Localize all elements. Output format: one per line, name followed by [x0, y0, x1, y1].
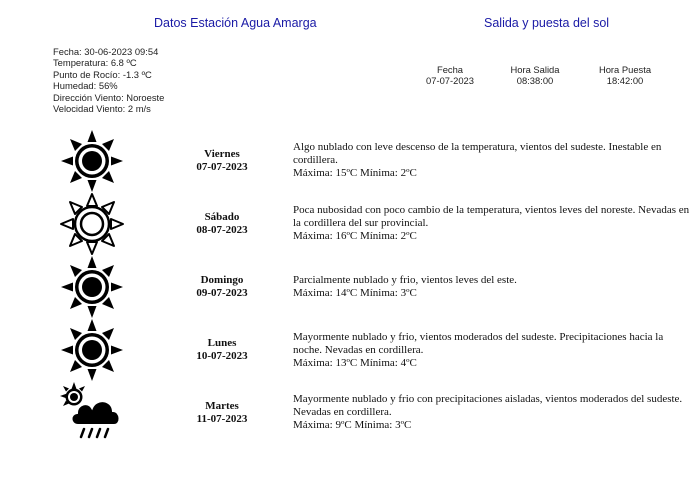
sun-value-salida: 08:38:00 [516, 75, 554, 87]
forecast-text [293, 274, 693, 300]
sun-col-puesta [580, 64, 670, 87]
forecast-temps: Máxima: 16ºC Mínima: 2ºC [293, 230, 417, 242]
forecast-text [293, 204, 693, 243]
forecast-day [176, 400, 268, 426]
forecast-temps: Máxima: 15ºC Mínima: 2ºC [293, 167, 417, 179]
forecast-row [0, 382, 700, 444]
forecast-temps: Máxima: 13ºC Mínima: 4ºC [293, 357, 417, 369]
sun-cloud-rain-icon [58, 382, 126, 444]
sun-value-puesta: 18:42:00 [606, 75, 644, 87]
reading-humedad: Humedad: 56% [53, 80, 118, 92]
sun-icon [58, 130, 126, 192]
reading-fecha: Fecha: 30-06-2023 09:54 [53, 46, 159, 57]
forecast-day-name: Viernes [204, 148, 240, 160]
forecast-day [176, 274, 268, 300]
forecast-row [0, 130, 700, 192]
sun-header-fecha: Fecha [436, 64, 464, 75]
forecast-temps: Máxima: 9ºC Mínima: 3ºC [293, 419, 412, 431]
station-readings [53, 46, 164, 114]
forecast-description: Parcialmente nublado y frio, vientos leves del este. [293, 274, 517, 286]
forecast-row [0, 193, 700, 255]
forecast-date: 11-07-2023 [196, 413, 248, 425]
sun-col-fecha [410, 64, 490, 87]
reading-temperatura: Temperatura: 6.8 ºC [53, 57, 137, 69]
sun-value-fecha: 07-07-2023 [426, 75, 474, 87]
forecast-date: 08-07-2023 [196, 224, 248, 236]
station-title: Datos Estación Agua Amarga [154, 16, 317, 30]
forecast-date: 10-07-2023 [196, 350, 248, 362]
sun-outline-icon [58, 193, 126, 255]
forecast-day [176, 211, 268, 237]
sun-icon [58, 319, 126, 381]
forecast-text [293, 393, 693, 432]
forecast-description: Mayormente nublado y frio, vientos moderados del sudeste. Precipitaciones hacia la noche. Nevadas en cordillera. [293, 331, 664, 356]
forecast-day-name: Lunes [207, 337, 237, 349]
forecast-row [0, 256, 700, 318]
reading-velocidad-viento: Velocidad Viento: 2 m/s [53, 103, 151, 115]
forecast-day [176, 148, 268, 174]
forecast-date: 07-07-2023 [196, 161, 248, 173]
forecast-day-name: Sábado [204, 211, 240, 223]
sun-table [410, 64, 670, 87]
forecast-day [176, 337, 268, 363]
forecast-day-name: Martes [205, 400, 239, 412]
sun-title: Salida y puesta del sol [484, 16, 610, 30]
reading-direccion-viento: Dirección Viento: Noroeste [53, 91, 165, 103]
forecast-temps: Máxima: 14ºC Mínima: 3ºC [293, 287, 417, 299]
forecast-row [0, 319, 700, 381]
forecast-text [293, 141, 693, 180]
forecast-description: Poca nubosidad con poco cambio de la temperatura, vientos leves del noreste. Nevadas en la cordillera del sur provincial. [293, 204, 690, 229]
sun-icon [58, 256, 126, 318]
forecast-day-name: Domingo [200, 274, 244, 286]
forecast-description: Algo nublado con leve descenso de la temperatura, vientos del sudeste. Inestable en cordillera. [293, 141, 662, 166]
sun-header-salida: Hora Salida [510, 64, 560, 75]
reading-punto-rocio: Punto de Rocío: -1.3 ºC [53, 68, 152, 80]
forecast-date: 09-07-2023 [196, 287, 248, 299]
forecast-text [293, 331, 693, 370]
sun-col-salida [490, 64, 580, 87]
sun-header-puesta: Hora Puesta [598, 64, 652, 75]
forecast-description: Mayormente nublado y frio con precipitaciones aisladas, vientos moderados del sudeste. Nevadas en cordillera. [293, 393, 683, 418]
